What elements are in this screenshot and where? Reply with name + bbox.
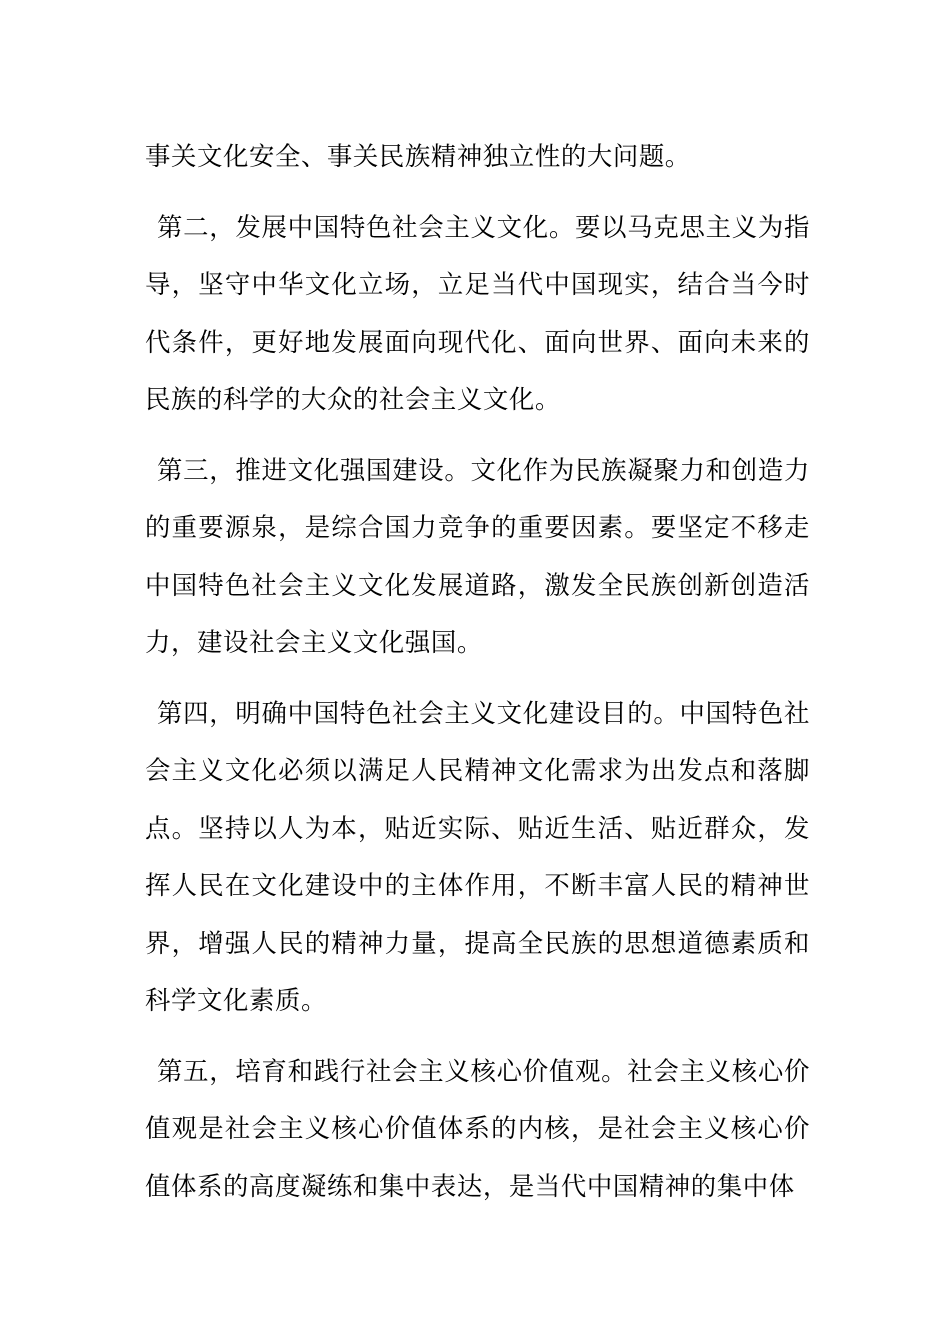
paragraph-third: 第三，推进文化强国建设。文化作为民族凝聚力和创造力的重要源泉，是综合国力竞争的重要因素。要坚定不移走中国特色社会主义文化发展道路，激发全民族创新创造活力，建设社会主义文化强国。 <box>145 454 810 657</box>
paragraph-fifth: 第五，培育和践行社会主义核心价值观。社会主义核心价值观是社会主义核心价值体系的内核，是社会主义核心价值体系的高度凝练和集中表达，是当代中国精神的集中体 <box>145 1055 810 1201</box>
paragraph-continuation: 事关文化安全、事关民族精神独立性的大问题。 <box>145 141 691 171</box>
body-text <box>145 128 810 1228</box>
paragraph-second: 第二，发展中国特色社会主义文化。要以马克思主义为指导，坚守中华文化立场，立足当代中国现实，结合当今时代条件，更好地发展面向现代化、面向世界、面向未来的民族的科学的大众的社会主义文化。 <box>145 211 810 414</box>
paragraph-fourth: 第四，明确中国特色社会主义文化建设目的。中国特色社会主义文化必须以满足人民精神文化需求为出发点和落脚点。坚持以人为本，贴近实际、贴近生活、贴近群众，发挥人民在文化建设中的主体作用，不断丰富人民的精神世界，增强人民的精神力量，提高全民族的思想道德素质和科学文化素质。 <box>145 697 810 1015</box>
